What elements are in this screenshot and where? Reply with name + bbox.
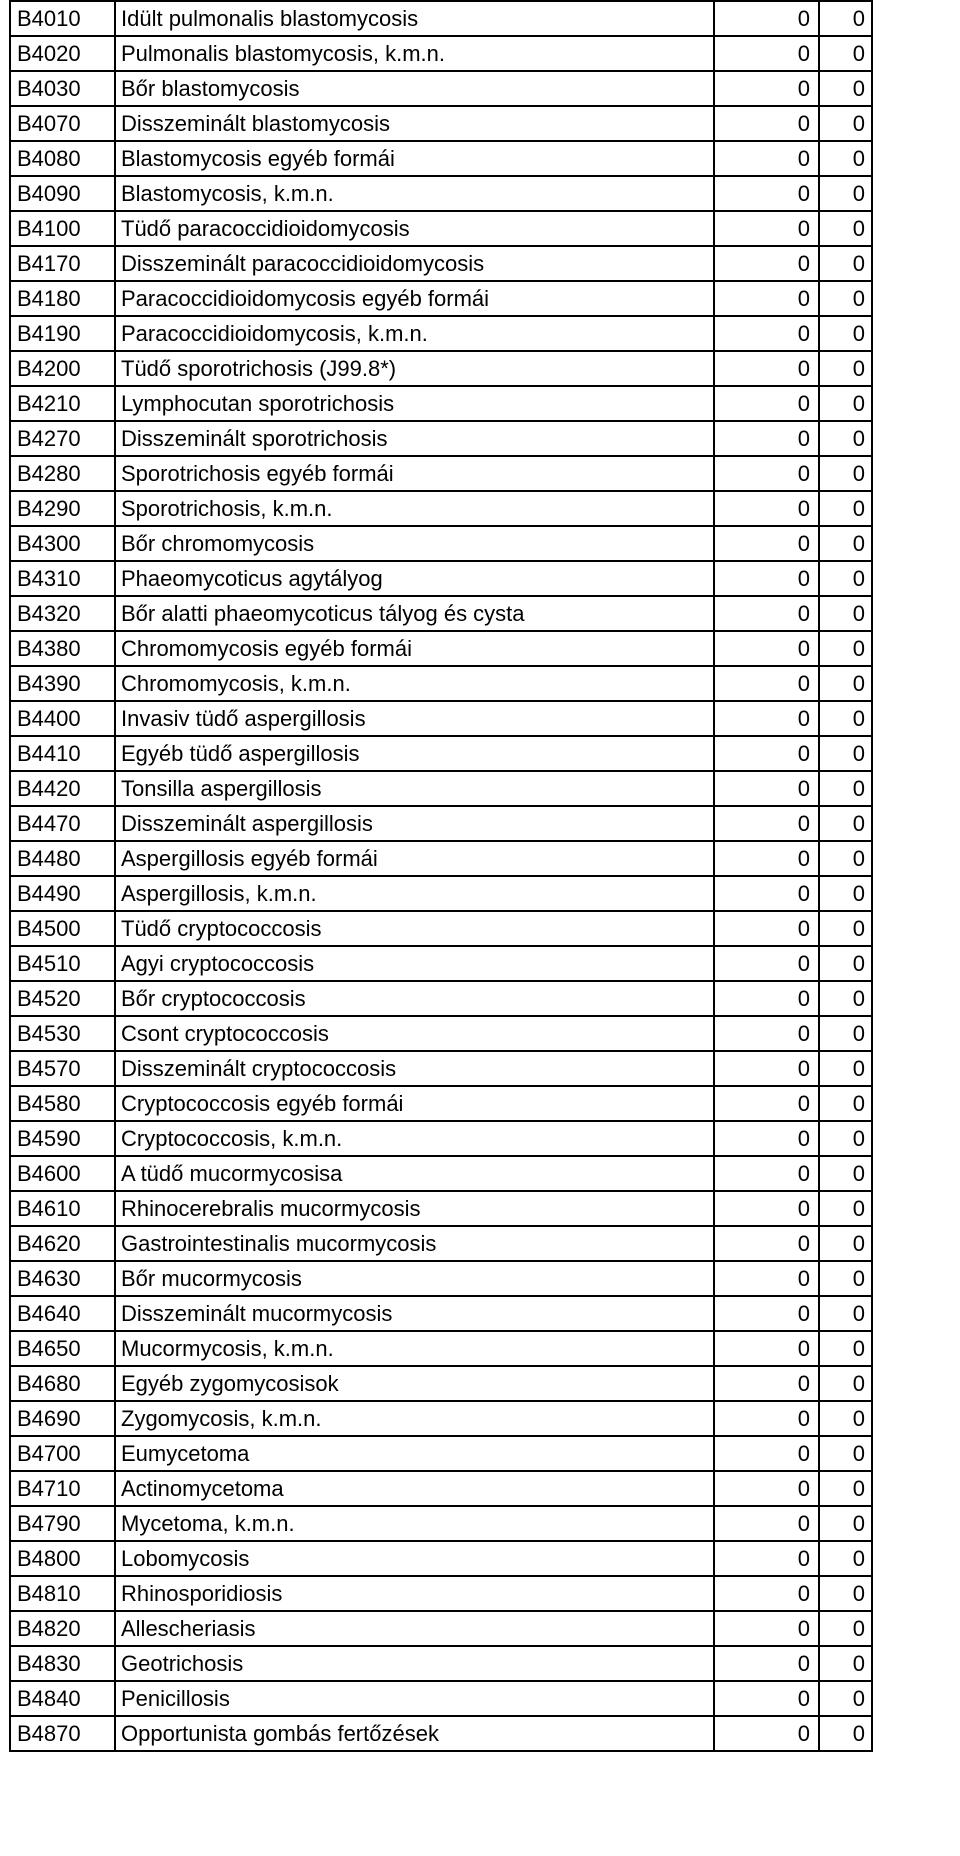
count-cell-2: 0 <box>819 1086 872 1121</box>
count-cell-2: 0 <box>819 1296 872 1331</box>
count-cell-2: 0 <box>819 806 872 841</box>
count-cell-2: 0 <box>819 351 872 386</box>
diagnosis-name-cell: Mucormycosis, k.m.n. <box>115 1331 714 1366</box>
count-cell-1: 0 <box>714 1016 819 1051</box>
table-row <box>10 596 872 631</box>
count-cell-2: 0 <box>819 1156 872 1191</box>
table-row <box>10 1261 872 1296</box>
table-row <box>10 1506 872 1541</box>
count-cell-1: 0 <box>714 1296 819 1331</box>
table-row <box>10 876 872 911</box>
table-row <box>10 106 872 141</box>
diagnosis-name-cell: Aspergillosis, k.m.n. <box>115 876 714 911</box>
table-row <box>10 1681 872 1716</box>
count-cell-2: 0 <box>819 1576 872 1611</box>
count-cell-1: 0 <box>714 981 819 1016</box>
count-cell-1: 0 <box>714 1226 819 1261</box>
diagnosis-code-cell: B4800 <box>10 1541 115 1576</box>
count-cell-2: 0 <box>819 1611 872 1646</box>
table-row <box>10 981 872 1016</box>
count-cell-2: 0 <box>819 771 872 806</box>
count-cell-1: 0 <box>714 1366 819 1401</box>
diagnosis-code-cell: B4010 <box>10 1 115 36</box>
count-cell-1: 0 <box>714 491 819 526</box>
table-row <box>10 1646 872 1681</box>
table-row <box>10 1296 872 1331</box>
count-cell-2: 0 <box>819 141 872 176</box>
table-row <box>10 71 872 106</box>
diagnosis-code-cell: B4190 <box>10 316 115 351</box>
diagnosis-name-cell: Allescheriasis <box>115 1611 714 1646</box>
diagnosis-code-cell: B4590 <box>10 1121 115 1156</box>
count-cell-1: 0 <box>714 1191 819 1226</box>
diagnosis-name-cell: Blastomycosis, k.m.n. <box>115 176 714 211</box>
table-row <box>10 386 872 421</box>
table-row <box>10 561 872 596</box>
table-row <box>10 316 872 351</box>
count-cell-1: 0 <box>714 1716 819 1751</box>
diagnosis-name-cell: Bőr mucormycosis <box>115 1261 714 1296</box>
table-row <box>10 701 872 736</box>
count-cell-1: 0 <box>714 946 819 981</box>
count-cell-2: 0 <box>819 1261 872 1296</box>
diagnosis-table-body <box>10 1 872 1751</box>
diagnosis-name-cell: Cryptococcosis egyéb formái <box>115 1086 714 1121</box>
diagnosis-code-cell: B4170 <box>10 246 115 281</box>
table-row <box>10 1611 872 1646</box>
diagnosis-name-cell: Idült pulmonalis blastomycosis <box>115 1 714 36</box>
count-cell-1: 0 <box>714 1436 819 1471</box>
diagnosis-table-container <box>9 0 873 1752</box>
diagnosis-code-cell: B4680 <box>10 1366 115 1401</box>
count-cell-1: 0 <box>714 1541 819 1576</box>
table-row <box>10 1331 872 1366</box>
count-cell-2: 0 <box>819 386 872 421</box>
count-cell-1: 0 <box>714 1471 819 1506</box>
diagnosis-code-cell: B4490 <box>10 876 115 911</box>
diagnosis-name-cell: Disszeminált aspergillosis <box>115 806 714 841</box>
diagnosis-code-cell: B4380 <box>10 631 115 666</box>
diagnosis-code-cell: B4400 <box>10 701 115 736</box>
count-cell-1: 0 <box>714 806 819 841</box>
diagnosis-name-cell: Tonsilla aspergillosis <box>115 771 714 806</box>
table-row <box>10 1191 872 1226</box>
count-cell-1: 0 <box>714 771 819 806</box>
diagnosis-code-cell: B4840 <box>10 1681 115 1716</box>
count-cell-2: 0 <box>819 1 872 36</box>
count-cell-1: 0 <box>714 456 819 491</box>
diagnosis-code-cell: B4700 <box>10 1436 115 1471</box>
count-cell-2: 0 <box>819 456 872 491</box>
count-cell-2: 0 <box>819 1436 872 1471</box>
table-row <box>10 176 872 211</box>
count-cell-1: 0 <box>714 36 819 71</box>
table-row <box>10 1576 872 1611</box>
table-row <box>10 1716 872 1751</box>
table-row <box>10 1471 872 1506</box>
count-cell-2: 0 <box>819 736 872 771</box>
diagnosis-code-cell: B4640 <box>10 1296 115 1331</box>
count-cell-2: 0 <box>819 1226 872 1261</box>
count-cell-1: 0 <box>714 106 819 141</box>
diagnosis-code-cell: B4270 <box>10 421 115 456</box>
diagnosis-name-cell: Rhinosporidiosis <box>115 1576 714 1611</box>
table-row <box>10 1401 872 1436</box>
diagnosis-name-cell: Zygomycosis, k.m.n. <box>115 1401 714 1436</box>
count-cell-2: 0 <box>819 106 872 141</box>
count-cell-1: 0 <box>714 351 819 386</box>
table-row <box>10 1016 872 1051</box>
count-cell-1: 0 <box>714 1646 819 1681</box>
diagnosis-code-cell: B4280 <box>10 456 115 491</box>
table-row <box>10 456 872 491</box>
table-row <box>10 281 872 316</box>
diagnosis-table <box>9 0 873 1752</box>
diagnosis-code-cell: B4020 <box>10 36 115 71</box>
diagnosis-name-cell: Penicillosis <box>115 1681 714 1716</box>
diagnosis-code-cell: B4500 <box>10 911 115 946</box>
diagnosis-code-cell: B4410 <box>10 736 115 771</box>
table-row <box>10 1226 872 1261</box>
count-cell-1: 0 <box>714 176 819 211</box>
count-cell-2: 0 <box>819 281 872 316</box>
diagnosis-name-cell: Egyéb zygomycosisok <box>115 1366 714 1401</box>
diagnosis-name-cell: Bőr blastomycosis <box>115 71 714 106</box>
diagnosis-code-cell: B4810 <box>10 1576 115 1611</box>
diagnosis-code-cell: B4570 <box>10 1051 115 1086</box>
table-row <box>10 911 872 946</box>
table-row <box>10 421 872 456</box>
count-cell-2: 0 <box>819 1331 872 1366</box>
count-cell-2: 0 <box>819 1681 872 1716</box>
count-cell-1: 0 <box>714 701 819 736</box>
count-cell-1: 0 <box>714 71 819 106</box>
count-cell-1: 0 <box>714 911 819 946</box>
diagnosis-code-cell: B4520 <box>10 981 115 1016</box>
table-row <box>10 1156 872 1191</box>
count-cell-2: 0 <box>819 701 872 736</box>
diagnosis-code-cell: B4070 <box>10 106 115 141</box>
table-row <box>10 841 872 876</box>
table-row <box>10 1051 872 1086</box>
count-cell-2: 0 <box>819 526 872 561</box>
count-cell-2: 0 <box>819 1121 872 1156</box>
table-row <box>10 1436 872 1471</box>
count-cell-1: 0 <box>714 246 819 281</box>
diagnosis-code-cell: B4600 <box>10 1156 115 1191</box>
diagnosis-name-cell: Cryptococcosis, k.m.n. <box>115 1121 714 1156</box>
diagnosis-name-cell: Disszeminált mucormycosis <box>115 1296 714 1331</box>
table-row <box>10 1 872 36</box>
table-row <box>10 526 872 561</box>
table-row <box>10 806 872 841</box>
count-cell-1: 0 <box>714 211 819 246</box>
count-cell-1: 0 <box>714 1 819 36</box>
diagnosis-name-cell: Agyi cryptococcosis <box>115 946 714 981</box>
diagnosis-code-cell: B4420 <box>10 771 115 806</box>
table-row <box>10 211 872 246</box>
diagnosis-code-cell: B4180 <box>10 281 115 316</box>
diagnosis-name-cell: Disszeminált cryptococcosis <box>115 1051 714 1086</box>
diagnosis-name-cell: Sporotrichosis egyéb formái <box>115 456 714 491</box>
diagnosis-code-cell: B4870 <box>10 1716 115 1751</box>
count-cell-2: 0 <box>819 981 872 1016</box>
count-cell-1: 0 <box>714 561 819 596</box>
diagnosis-name-cell: Invasiv tüdő aspergillosis <box>115 701 714 736</box>
diagnosis-name-cell: Lobomycosis <box>115 1541 714 1576</box>
diagnosis-name-cell: Tüdő paracoccidioidomycosis <box>115 211 714 246</box>
diagnosis-code-cell: B4390 <box>10 666 115 701</box>
diagnosis-name-cell: Chromomycosis egyéb formái <box>115 631 714 666</box>
diagnosis-name-cell: Tüdő sporotrichosis (J99.8*) <box>115 351 714 386</box>
table-row <box>10 1541 872 1576</box>
count-cell-2: 0 <box>819 176 872 211</box>
count-cell-2: 0 <box>819 666 872 701</box>
count-cell-1: 0 <box>714 841 819 876</box>
count-cell-1: 0 <box>714 1261 819 1296</box>
diagnosis-code-cell: B4710 <box>10 1471 115 1506</box>
diagnosis-code-cell: B4820 <box>10 1611 115 1646</box>
count-cell-2: 0 <box>819 71 872 106</box>
diagnosis-name-cell: Tüdő cryptococcosis <box>115 911 714 946</box>
count-cell-1: 0 <box>714 876 819 911</box>
count-cell-1: 0 <box>714 1051 819 1086</box>
count-cell-2: 0 <box>819 211 872 246</box>
count-cell-2: 0 <box>819 911 872 946</box>
diagnosis-name-cell: Blastomycosis egyéb formái <box>115 141 714 176</box>
diagnosis-name-cell: Gastrointestinalis mucormycosis <box>115 1226 714 1261</box>
count-cell-1: 0 <box>714 526 819 561</box>
diagnosis-name-cell: Disszeminált blastomycosis <box>115 106 714 141</box>
diagnosis-code-cell: B4530 <box>10 1016 115 1051</box>
diagnosis-code-cell: B4090 <box>10 176 115 211</box>
count-cell-2: 0 <box>819 36 872 71</box>
diagnosis-name-cell: Bőr alatti phaeomycoticus tályog és cysta <box>115 596 714 631</box>
count-cell-2: 0 <box>819 1716 872 1751</box>
diagnosis-code-cell: B4690 <box>10 1401 115 1436</box>
diagnosis-name-cell: Opportunista gombás fertőzések <box>115 1716 714 1751</box>
count-cell-2: 0 <box>819 1541 872 1576</box>
diagnosis-code-cell: B4100 <box>10 211 115 246</box>
table-row <box>10 946 872 981</box>
table-row <box>10 631 872 666</box>
count-cell-1: 0 <box>714 316 819 351</box>
diagnosis-name-cell: Disszeminált paracoccidioidomycosis <box>115 246 714 281</box>
count-cell-1: 0 <box>714 666 819 701</box>
count-cell-1: 0 <box>714 1611 819 1646</box>
count-cell-2: 0 <box>819 246 872 281</box>
count-cell-2: 0 <box>819 421 872 456</box>
count-cell-2: 0 <box>819 1051 872 1086</box>
diagnosis-code-cell: B4320 <box>10 596 115 631</box>
count-cell-1: 0 <box>714 1681 819 1716</box>
count-cell-2: 0 <box>819 561 872 596</box>
table-row <box>10 1086 872 1121</box>
count-cell-1: 0 <box>714 1121 819 1156</box>
count-cell-2: 0 <box>819 946 872 981</box>
diagnosis-name-cell: Mycetoma, k.m.n. <box>115 1506 714 1541</box>
table-row <box>10 666 872 701</box>
diagnosis-name-cell: A tüdő mucormycosisa <box>115 1156 714 1191</box>
count-cell-2: 0 <box>819 1401 872 1436</box>
diagnosis-code-cell: B4610 <box>10 1191 115 1226</box>
diagnosis-code-cell: B4300 <box>10 526 115 561</box>
count-cell-1: 0 <box>714 631 819 666</box>
diagnosis-name-cell: Paracoccidioidomycosis, k.m.n. <box>115 316 714 351</box>
diagnosis-name-cell: Actinomycetoma <box>115 1471 714 1506</box>
count-cell-2: 0 <box>819 631 872 666</box>
diagnosis-code-cell: B4480 <box>10 841 115 876</box>
count-cell-2: 0 <box>819 841 872 876</box>
count-cell-1: 0 <box>714 1506 819 1541</box>
diagnosis-name-cell: Disszeminált sporotrichosis <box>115 421 714 456</box>
diagnosis-code-cell: B4080 <box>10 141 115 176</box>
count-cell-1: 0 <box>714 1086 819 1121</box>
count-cell-2: 0 <box>819 1366 872 1401</box>
diagnosis-code-cell: B4830 <box>10 1646 115 1681</box>
diagnosis-code-cell: B4510 <box>10 946 115 981</box>
count-cell-1: 0 <box>714 1401 819 1436</box>
count-cell-2: 0 <box>819 1646 872 1681</box>
count-cell-2: 0 <box>819 1016 872 1051</box>
diagnosis-code-cell: B4030 <box>10 71 115 106</box>
diagnosis-name-cell: Csont cryptococcosis <box>115 1016 714 1051</box>
count-cell-2: 0 <box>819 1506 872 1541</box>
diagnosis-code-cell: B4210 <box>10 386 115 421</box>
diagnosis-name-cell: Rhinocerebralis mucormycosis <box>115 1191 714 1226</box>
diagnosis-name-cell: Egyéb tüdő aspergillosis <box>115 736 714 771</box>
diagnosis-name-cell: Lymphocutan sporotrichosis <box>115 386 714 421</box>
count-cell-2: 0 <box>819 876 872 911</box>
count-cell-1: 0 <box>714 421 819 456</box>
diagnosis-name-cell: Phaeomycoticus agytályog <box>115 561 714 596</box>
count-cell-2: 0 <box>819 491 872 526</box>
count-cell-1: 0 <box>714 1156 819 1191</box>
count-cell-1: 0 <box>714 596 819 631</box>
diagnosis-code-cell: B4630 <box>10 1261 115 1296</box>
diagnosis-name-cell: Chromomycosis, k.m.n. <box>115 666 714 701</box>
diagnosis-name-cell: Pulmonalis blastomycosis, k.m.n. <box>115 36 714 71</box>
diagnosis-name-cell: Aspergillosis egyéb formái <box>115 841 714 876</box>
diagnosis-name-cell: Bőr chromomycosis <box>115 526 714 561</box>
count-cell-1: 0 <box>714 736 819 771</box>
count-cell-2: 0 <box>819 1191 872 1226</box>
count-cell-1: 0 <box>714 386 819 421</box>
count-cell-1: 0 <box>714 281 819 316</box>
diagnosis-code-cell: B4310 <box>10 561 115 596</box>
diagnosis-name-cell: Bőr cryptococcosis <box>115 981 714 1016</box>
table-row <box>10 491 872 526</box>
count-cell-2: 0 <box>819 1471 872 1506</box>
count-cell-2: 0 <box>819 316 872 351</box>
diagnosis-code-cell: B4620 <box>10 1226 115 1261</box>
table-row <box>10 1121 872 1156</box>
diagnosis-name-cell: Geotrichosis <box>115 1646 714 1681</box>
diagnosis-code-cell: B4650 <box>10 1331 115 1366</box>
table-row <box>10 736 872 771</box>
diagnosis-name-cell: Paracoccidioidomycosis egyéb formái <box>115 281 714 316</box>
count-cell-1: 0 <box>714 141 819 176</box>
diagnosis-code-cell: B4290 <box>10 491 115 526</box>
diagnosis-code-cell: B4790 <box>10 1506 115 1541</box>
table-row <box>10 351 872 386</box>
count-cell-1: 0 <box>714 1331 819 1366</box>
table-row <box>10 141 872 176</box>
table-row <box>10 246 872 281</box>
diagnosis-name-cell: Eumycetoma <box>115 1436 714 1471</box>
count-cell-2: 0 <box>819 596 872 631</box>
table-row <box>10 771 872 806</box>
diagnosis-code-cell: B4470 <box>10 806 115 841</box>
count-cell-1: 0 <box>714 1576 819 1611</box>
table-row <box>10 1366 872 1401</box>
diagnosis-name-cell: Sporotrichosis, k.m.n. <box>115 491 714 526</box>
diagnosis-code-cell: B4200 <box>10 351 115 386</box>
table-row <box>10 36 872 71</box>
diagnosis-code-cell: B4580 <box>10 1086 115 1121</box>
